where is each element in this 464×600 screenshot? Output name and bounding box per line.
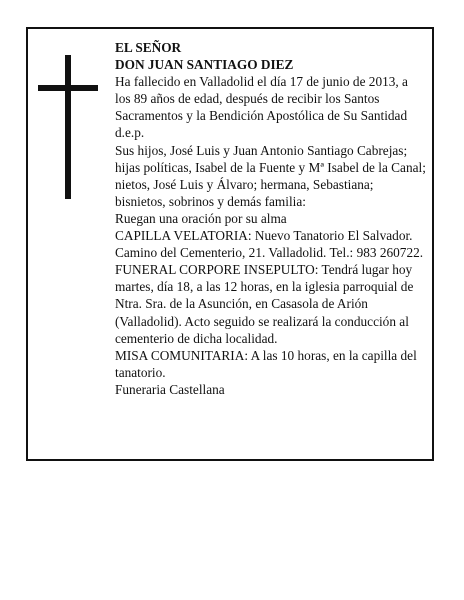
wake-chapel-info: CAPILLA VELATORIA: Nuevo Tanatorio El Salvador. Camino del Cementerio, 21. Valladolid. Tel.: 983 260722. — [115, 228, 424, 261]
funeral-home-name: Funeraria Castellana — [115, 381, 225, 397]
cross-horizontal-bar — [38, 85, 98, 91]
cross-vertical-bar — [65, 55, 71, 199]
family-list: Sus hijos, José Luis y Juan Antonio Santiago Cabrejas; hijas políticas, Isabel de la Fuente y Mª Isabel de la Canal; nietos, José Luis y Álvaro; hermana, Sebastiana; bisnietos, sobrinos y demás familia: — [115, 142, 426, 209]
cross-icon — [38, 55, 98, 199]
death-announcement: Ha fallecido en Valladolid el día 17 de junio de 2013, a los 89 años de edad, después de recibir los Santos Sacramentos y la Bendición Apostólica de Su Santidad d.e.p. — [115, 74, 408, 141]
community-mass-info: MISA COMUNITARIA: A las 10 horas, en la capilla del tanatorio. — [115, 347, 417, 380]
funeral-info: FUNERAL CORPORE INSEPULTO: Tendrá lugar hoy martes, día 18, a las 12 horas, en la iglesia parroquial de Ntra. Sra. de la Asunción, en Casasola de Arión (Valladolid). Acto seguido se realizará la conducción al cementerio de dicha localidad. — [115, 262, 414, 346]
obituary-notice — [26, 27, 434, 461]
notice-text — [115, 39, 426, 398]
prayer-request: Ruegan una oración por su alma — [115, 210, 287, 226]
deceased-name: DON JUAN SANTIAGO DIEZ — [115, 57, 294, 73]
notice-title: EL SEÑOR — [115, 40, 182, 55]
